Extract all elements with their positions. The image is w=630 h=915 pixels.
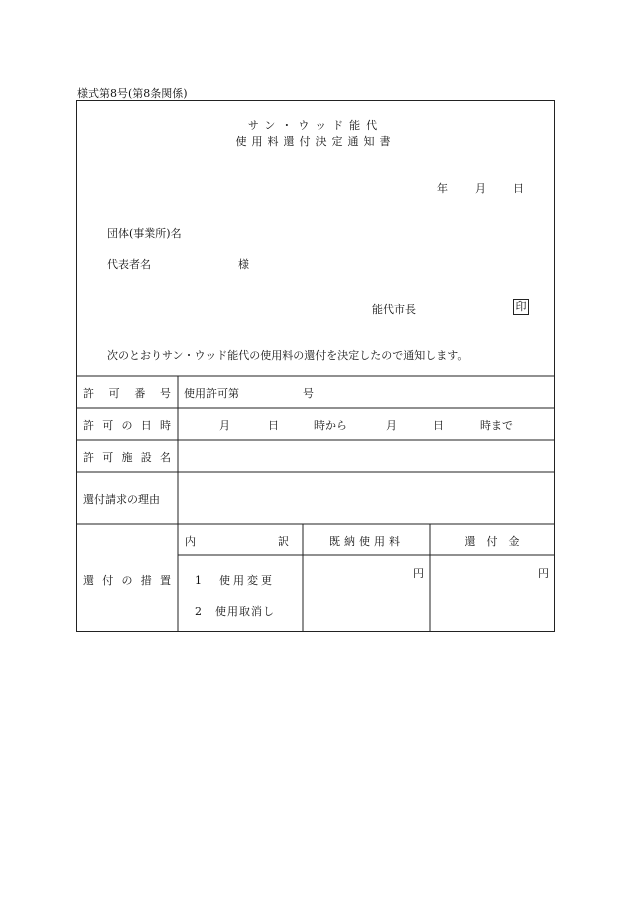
datetime-until: 時まで — [480, 419, 513, 432]
permit-number-label: 許 可 番 号 — [83, 387, 171, 400]
option-cancel: 2 使用取消し — [195, 605, 275, 618]
notice-text: 次のとおりサン・ウッド能代の使用料の還付を決定したので通知します。 — [107, 349, 469, 362]
datetime-from: 時から — [314, 419, 347, 432]
yen-paid: 円 — [413, 567, 424, 580]
permit-number-prefix: 使用許可第 — [184, 387, 239, 400]
datetime-day-2: 日 — [433, 419, 444, 432]
day-label: 日 — [513, 182, 524, 195]
col-refund-header: 還 付 金 — [464, 535, 520, 548]
org-label: 団体(事業所)名 — [107, 227, 182, 240]
datetime-month-1: 月 — [219, 419, 230, 432]
honorific: 様 — [238, 258, 249, 271]
title-document-name: 使用料還付決定通知書 — [235, 135, 396, 148]
issuer-title: 能代市長 — [372, 303, 416, 316]
year-label: 年 — [437, 182, 448, 195]
measure-label: 還 付 の 措 置 — [83, 574, 171, 587]
form-number: 様式第8号(第8条関係) — [77, 87, 188, 100]
seal-mark: 印 — [513, 299, 529, 315]
facility-label: 許 可 施 設 名 — [83, 451, 171, 464]
rep-label: 代表者名 — [107, 258, 151, 271]
reason-label: 還付請求の理由 — [83, 493, 160, 506]
notice-form — [76, 100, 555, 632]
datetime-month-2: 月 — [386, 419, 397, 432]
datetime-day-1: 日 — [268, 419, 279, 432]
title-facility-name: サン・ウッド能代 — [247, 119, 384, 132]
permit-datetime-label: 許 可 の 日 時 — [83, 419, 171, 432]
col-breakdown-header: 内 訳 — [185, 535, 289, 548]
month-label: 月 — [475, 182, 486, 195]
col-paid-header: 既納使用料 — [329, 535, 404, 548]
date-fields — [437, 180, 524, 196]
permit-number-suffix: 号 — [303, 387, 314, 400]
option-change: 1 使用変更 — [195, 574, 275, 587]
yen-refund: 円 — [538, 567, 549, 580]
